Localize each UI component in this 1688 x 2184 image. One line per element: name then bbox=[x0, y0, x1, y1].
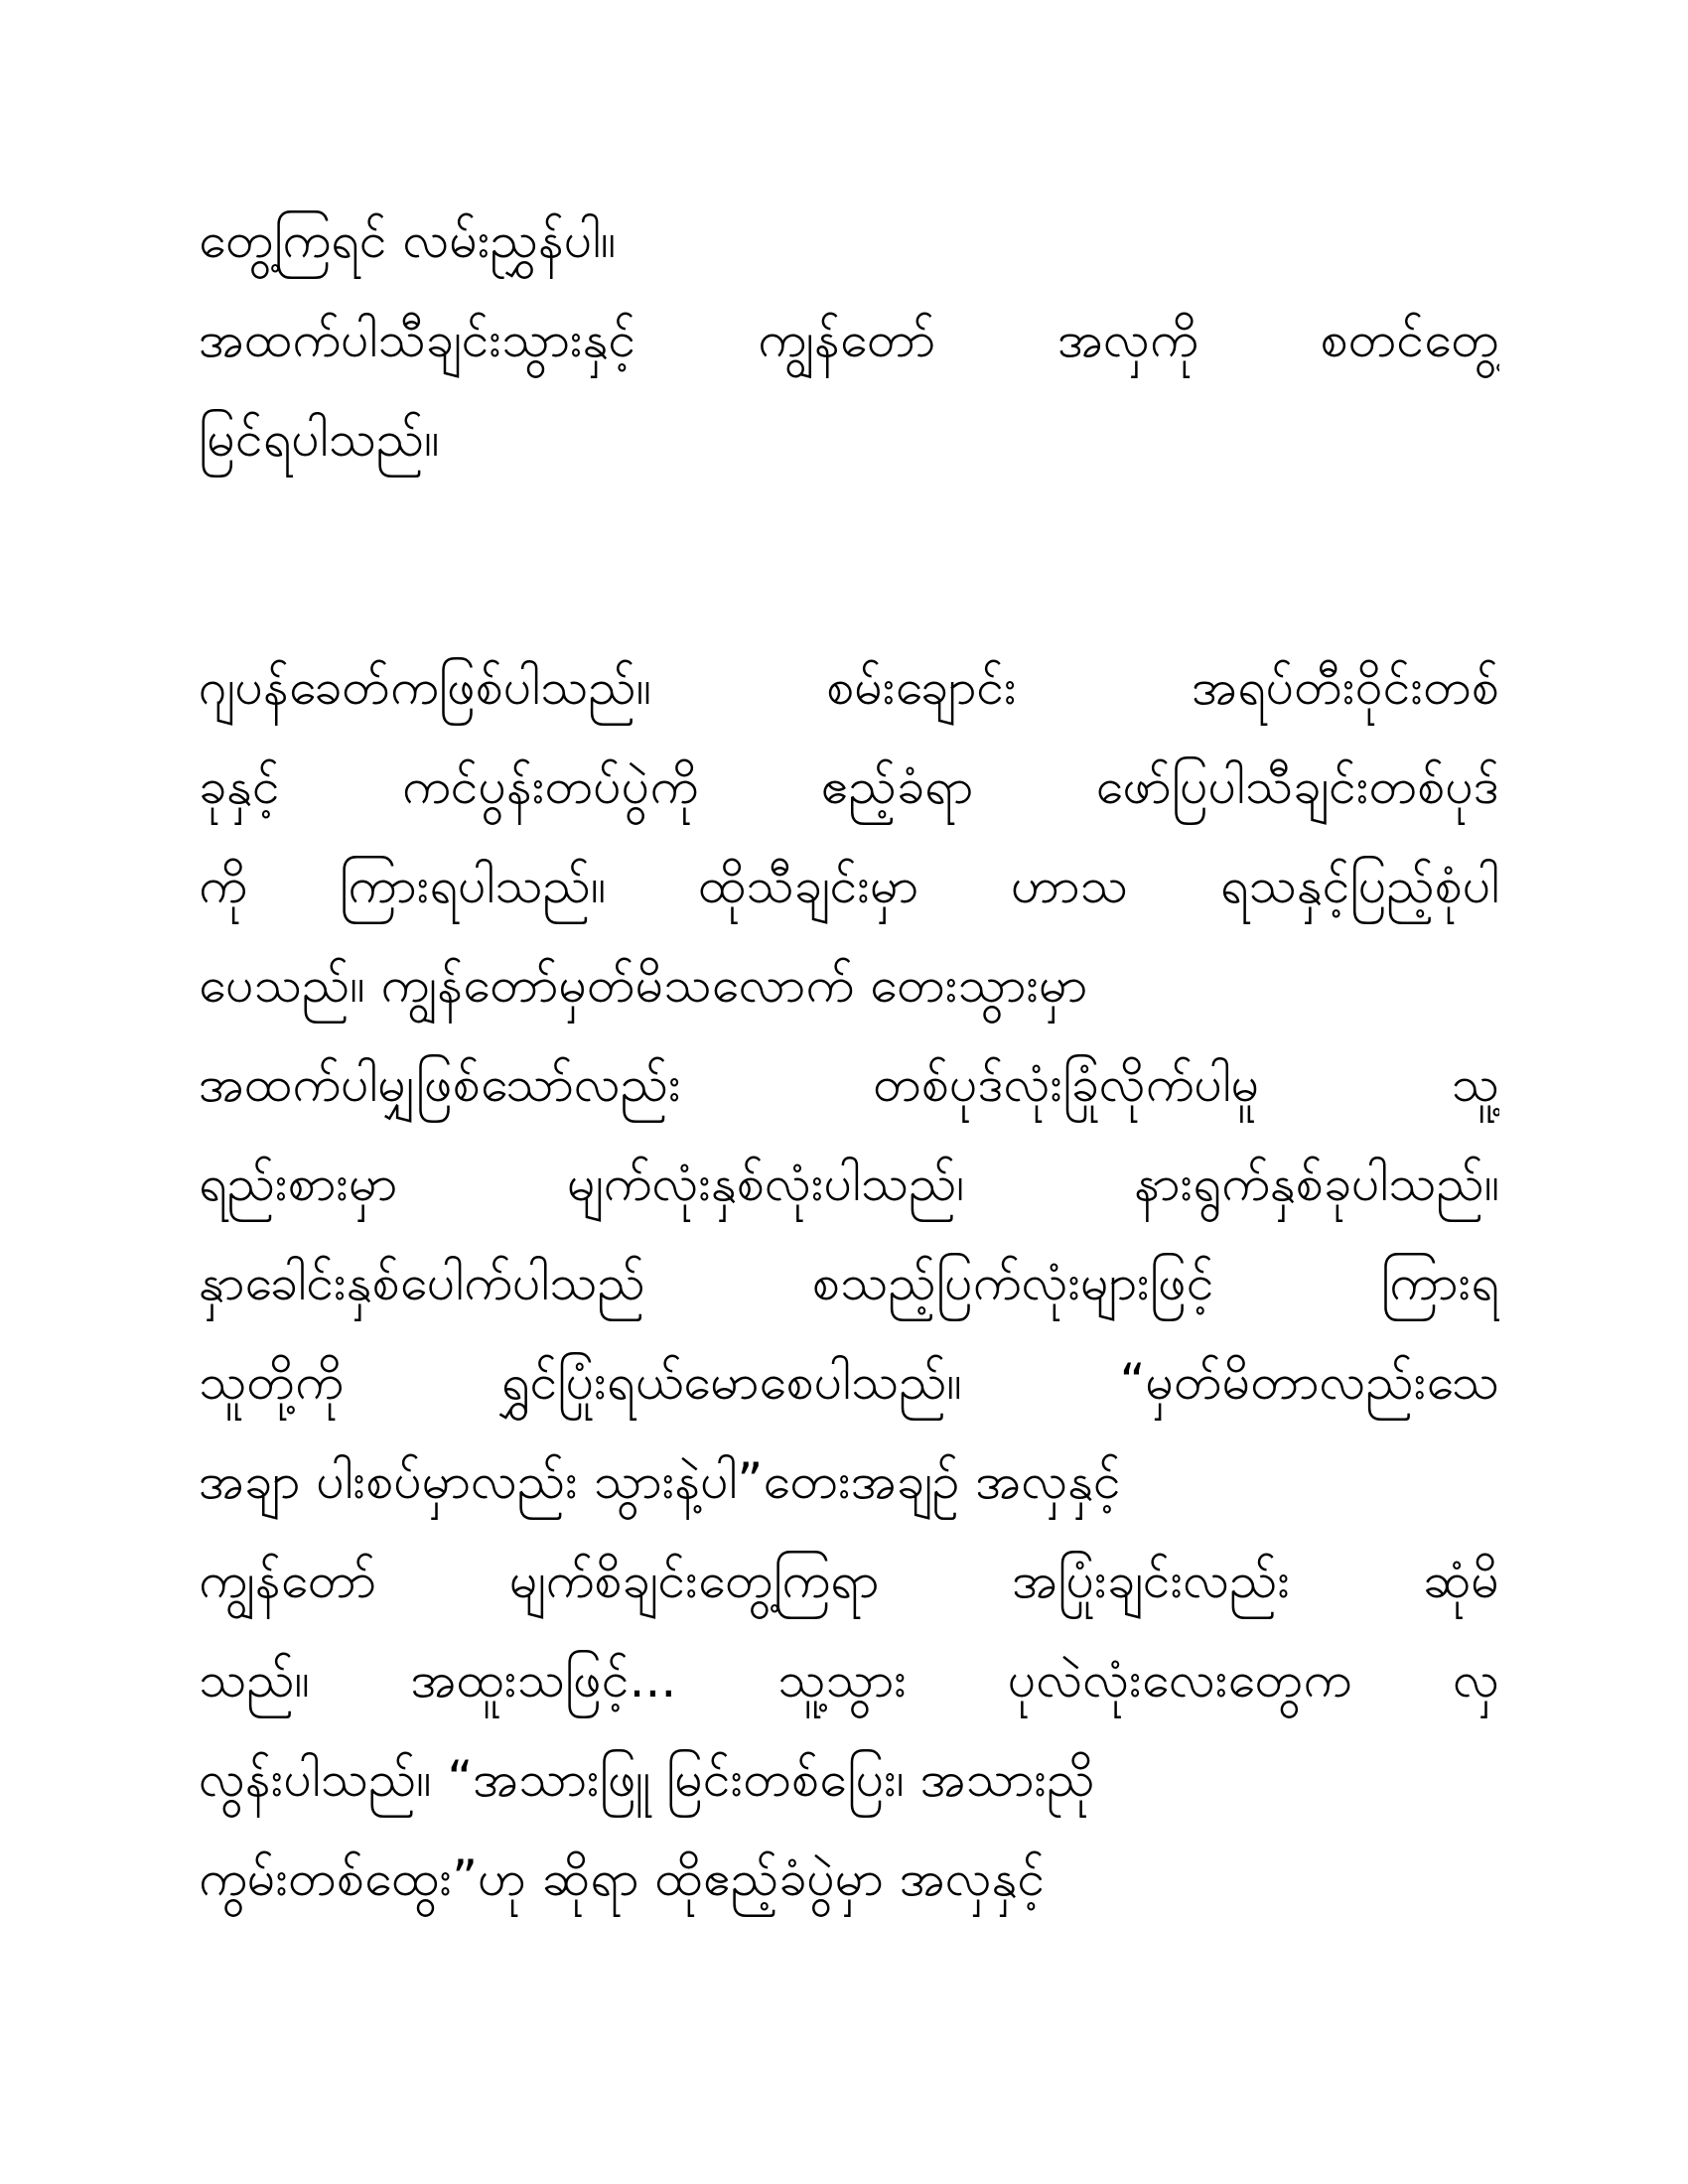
text-line: လွန်းပါသည်။ “အသားဖြူ မြင်းတစ်ပြေး၊ အသားညို bbox=[199, 1750, 1095, 1808]
text-line: ခုနှင့် ကင်ပွန်းတပ်ပွဲကို ဧည့်ခံရာ ဖော်ပြပါသီချင်းတစ်ပုဒ် bbox=[199, 757, 1499, 815]
text-line: အထက်ပါမျှဖြစ်သော်လည်း တစ်ပုဒ်လုံးခြုံလိုက်ပါမူ သူ့ bbox=[199, 1055, 1499, 1113]
text-line: တွေ့ကြရင် လမ်းညွှန်ပါ။ bbox=[199, 211, 617, 269]
text-line: သူတို့ကို ရွှင်ပြုံးရယ်မောစေပါသည်။ “မှတ်မိတာလည်းသေ bbox=[199, 1353, 1499, 1411]
text-line: အချာ ပါးစပ်မှာလည်း သွားနဲ့ပါ”တေးအချဉ် အလှနှင့် bbox=[199, 1452, 1121, 1510]
text-line: ပေသည်။ ကျွန်တော်မှတ်မိသလောက် တေးသွားမှာ bbox=[199, 956, 1088, 1014]
text-line: နှာခေါင်းနှစ်ပေါက်ပါသည် စသည့်ပြက်လုံးများဖြင့် ကြားရ bbox=[199, 1254, 1499, 1311]
text-line: ကို ကြားရပါသည်။ ထိုသီချင်းမှာ ဟာသ ရသနှင့်ပြည့်စုံပါ bbox=[199, 857, 1499, 914]
text-line: မြင်ရပါသည်။ bbox=[199, 410, 440, 468]
text-line: ကျွန်တော် မျက်စိချင်းတွေ့ကြရာ အပြုံးချင်းလည်း ဆုံမိ bbox=[199, 1552, 1499, 1609]
text-line: သည်။ အထူးသဖြင့်... သူ့သွား ပုလဲလုံးလေးတွေက လှ bbox=[199, 1651, 1499, 1708]
text-line: ရည်းစားမှာ မျက်လုံးနှစ်လုံးပါသည်၊ နားရွက်နှစ်ခုပါသည်။ bbox=[199, 1155, 1499, 1212]
text-line: ကွမ်းတစ်ထွေး”ဟု ဆိုရာ ထိုဧည့်ခံပွဲမှာ အလှနှင့် bbox=[199, 1849, 1046, 1907]
text-line: အထက်ပါသီချင်းသွားနှင့် ကျွန်တော် အလှကို စတင်တွေ့ bbox=[199, 311, 1499, 368]
text-line: ဂျပန်ခေတ်ကဖြစ်ပါသည်။ စမ်းချောင်း အရပ်တီးဝိုင်းတစ် bbox=[199, 658, 1499, 716]
